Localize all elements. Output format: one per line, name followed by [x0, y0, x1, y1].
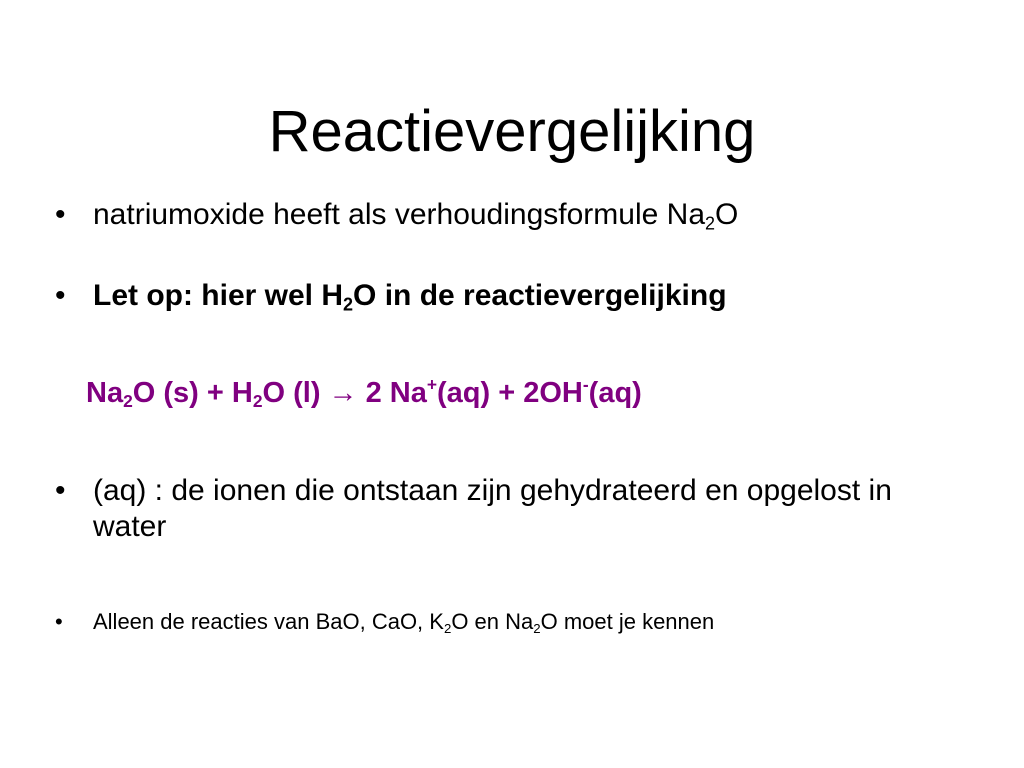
- superscript: -: [582, 374, 589, 395]
- bullet-item: [55, 607, 714, 637]
- subscript: 2: [252, 391, 263, 412]
- subscript: 2: [343, 294, 354, 315]
- slide-title: Reactievergelijking: [268, 99, 756, 164]
- bullet-marker: •: [55, 609, 63, 634]
- text-run: (aq) + 2OH: [437, 377, 583, 409]
- bullet-text: [93, 197, 738, 233]
- bullet-text: [93, 607, 714, 637]
- bullet-marker: •: [55, 198, 66, 231]
- bullet-marker: •: [55, 474, 66, 507]
- text-run: Na: [86, 377, 124, 409]
- bullet-item: [55, 473, 923, 545]
- subscript: 2: [705, 213, 716, 234]
- bullet-text: (aq) : de ionen die ontstaan zijn gehydrateerd en opgelost in water: [93, 474, 892, 543]
- text-run: O: [715, 198, 739, 231]
- text-run: O moet je kennen: [540, 609, 715, 634]
- text-run: 2 Na: [357, 377, 427, 409]
- reaction-equation: [86, 375, 642, 411]
- subscript: 2: [533, 620, 541, 636]
- text-run: O (l): [262, 377, 329, 409]
- text-run: natriumoxide heeft als verhoudingsformule Na: [93, 198, 705, 231]
- bullet-item: [55, 278, 727, 314]
- subscript: 2: [123, 391, 133, 412]
- text-run: O in de reactievergelijking: [353, 279, 727, 312]
- subscript: 2: [443, 620, 452, 636]
- bullet-item: [55, 197, 738, 233]
- text-run: O (s) + H: [132, 377, 253, 409]
- text-run: (aq): [588, 377, 642, 409]
- text-run: Alleen de reacties van BaO, CaO, K: [93, 609, 444, 634]
- text-run: O en Na: [451, 609, 534, 634]
- bullet-text: [93, 278, 727, 314]
- text-run: Let op: hier wel H: [93, 279, 344, 312]
- superscript: +: [426, 374, 438, 395]
- bullet-marker: •: [55, 279, 66, 312]
- reaction-arrow-icon: →: [328, 377, 358, 409]
